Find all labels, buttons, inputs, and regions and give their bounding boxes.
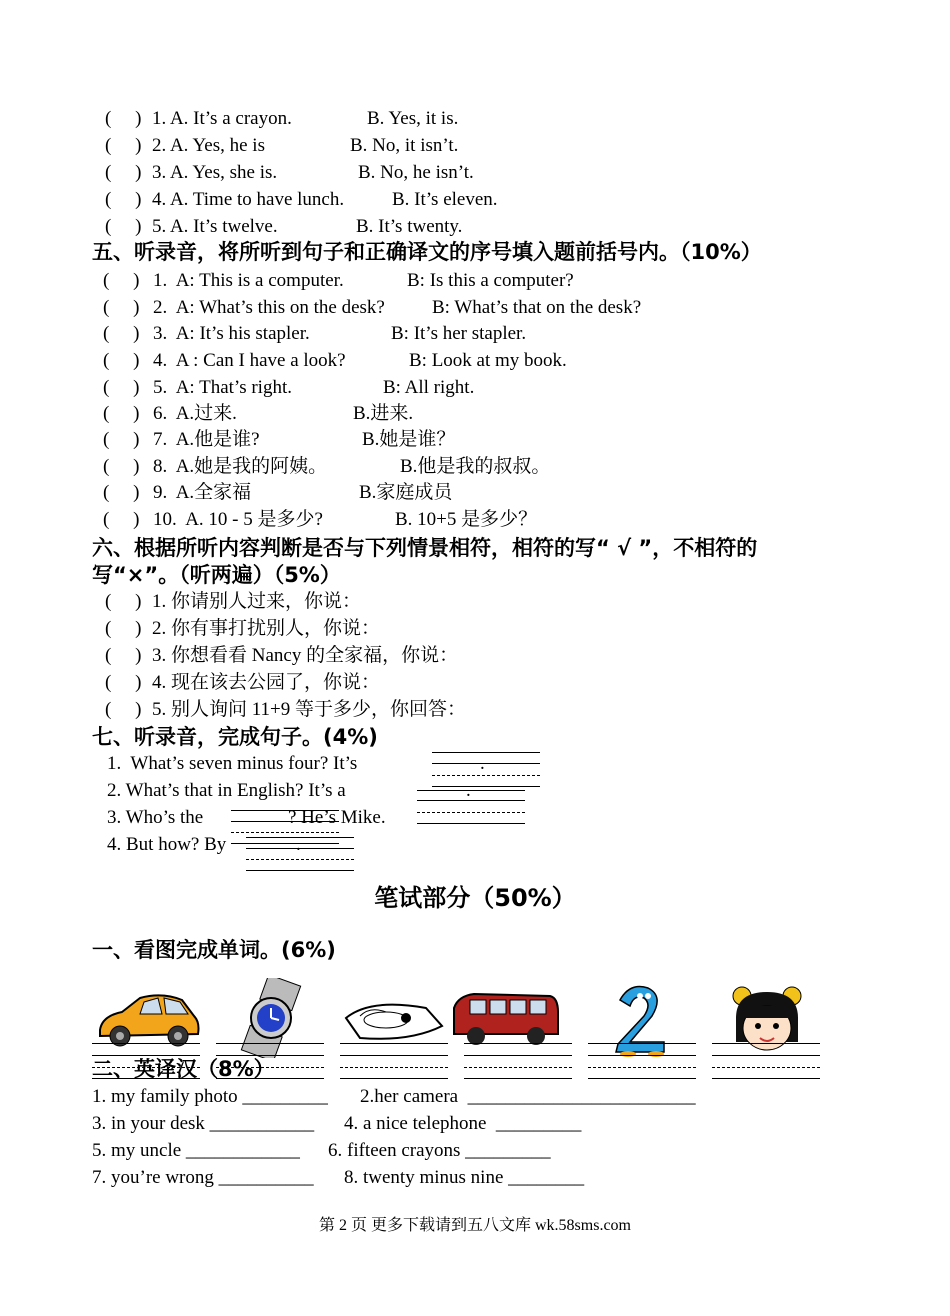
translate-item-2[interactable]: 2.her camera ________________________ xyxy=(360,1086,696,1107)
part4-option-a-3: 3. A. Yes, she is. xyxy=(152,162,278,183)
part7-sentence-4: 4. But how? By xyxy=(107,834,227,855)
part5-option-a-8: 8. A.她是我的阿姨。 xyxy=(153,456,328,477)
part4-option-a-4: 4. A. Time to have lunch. xyxy=(152,189,345,210)
part6-paren-4[interactable]: ( ) xyxy=(105,672,142,693)
part6-item-3: 3. 你想看看 Nancy 的全家福，你说： xyxy=(152,645,459,666)
translate-item-5[interactable]: 5. my uncle ____________ xyxy=(92,1140,300,1161)
part5-option-b-6: B.进来. xyxy=(353,403,414,424)
car-picture xyxy=(92,978,202,1058)
written1-title: 一、看图完成单词。(6%) xyxy=(92,938,336,962)
part5-option-b-3: B: It’s her stapler. xyxy=(391,323,527,344)
part5-option-b-2: B: What’s that on the desk? xyxy=(432,297,642,318)
part6-title-line2: 写“×”。（听两遍）（5%） xyxy=(92,563,341,587)
part4-option-a-1: 1. A. It’s a crayon. xyxy=(152,108,292,129)
part5-paren-9[interactable]: ( ) xyxy=(103,482,140,503)
part4-option-a-5: 5. A. It’s twelve. xyxy=(152,216,278,237)
part4-paren-5[interactable]: ( ) xyxy=(105,216,142,237)
part5-option-b-4: B: Look at my book. xyxy=(409,350,567,371)
part4-paren-4[interactable]: ( ) xyxy=(105,189,142,210)
part5-paren-7[interactable]: ( ) xyxy=(103,429,140,450)
part6-item-1: 1. 你请别人过来，你说： xyxy=(152,591,362,612)
part4-paren-3[interactable]: ( ) xyxy=(105,162,142,183)
page-footer: 第 2 页 更多下载请到五八文库 wk.58sms.com xyxy=(318,1217,631,1234)
part6-item-5: 5. 别人询问 11+9 等于多少，你回答： xyxy=(152,699,467,720)
translate-item-1[interactable]: 1. my family photo _________ xyxy=(92,1086,328,1107)
translate-item-4[interactable]: 4. a nice telephone _________ xyxy=(344,1113,582,1134)
part5-paren-6[interactable]: ( ) xyxy=(103,403,140,424)
part5-option-a-1: 1. A: This is a computer. xyxy=(153,270,344,291)
translate-item-7[interactable]: 7. you’re wrong __________ xyxy=(92,1167,314,1188)
part7-sentence-1: 1. What’s seven minus four? It’s xyxy=(107,753,358,774)
translate-item-6[interactable]: 6. fifteen crayons _________ xyxy=(328,1140,551,1161)
part4-paren-1[interactable]: ( ) xyxy=(105,108,142,129)
part6-item-4: 4. 现在该去公园了，你说： xyxy=(152,672,381,693)
part7-period-1: . xyxy=(480,753,485,774)
part4-option-b-1: B. Yes, it is. xyxy=(367,108,459,129)
part5-option-b-1: B: Is this a computer? xyxy=(407,270,574,291)
part7-period-4: . xyxy=(296,834,301,855)
part5-paren-3[interactable]: ( ) xyxy=(103,323,140,344)
part5-option-b-9: B.家庭成员 xyxy=(359,482,453,503)
part6-paren-3[interactable]: ( ) xyxy=(105,645,142,666)
translate-item-3[interactable]: 3. in your desk ___________ xyxy=(92,1113,315,1134)
part6-title-line1: 六、根据所听内容判断是否与下列情景相符，相符的写“ √ ”，不相符的 xyxy=(92,536,758,560)
part5-title: 五、听录音，将所听到句子和正确译文的序号填入题前括号内。（10%） xyxy=(92,240,762,264)
part6-paren-5[interactable]: ( ) xyxy=(105,699,142,720)
part5-option-a-3: 3. A: It’s his stapler. xyxy=(153,323,310,344)
part5-option-a-7: 7. A.他是谁? xyxy=(153,429,260,450)
part5-paren-8[interactable]: ( ) xyxy=(103,456,140,477)
part5-option-a-4: 4. A : Can I have a look? xyxy=(153,350,346,371)
part4-option-a-2: 2. A. Yes, he is xyxy=(152,135,265,156)
part5-option-a-9: 9. A.全家福 xyxy=(153,482,252,503)
part4-paren-2[interactable]: ( ) xyxy=(105,135,142,156)
watch-picture xyxy=(216,978,326,1058)
part5-paren-4[interactable]: ( ) xyxy=(103,350,140,371)
bus-picture xyxy=(450,978,560,1058)
part6-paren-1[interactable]: ( ) xyxy=(105,591,142,612)
part5-option-a-5: 5. A: That’s right. xyxy=(153,377,292,398)
part4-option-b-4: B. It’s eleven. xyxy=(392,189,498,210)
part6-paren-2[interactable]: ( ) xyxy=(105,618,142,639)
part5-paren-1[interactable]: ( ) xyxy=(103,270,140,291)
part7-title: 七、听录音，完成句子。(4%) xyxy=(92,725,378,749)
written2-title: 二、英译汉（8%） xyxy=(92,1057,275,1081)
part7-period-2: . xyxy=(466,780,471,801)
part4-option-b-3: B. No, he isn’t. xyxy=(358,162,474,183)
part5-paren-10[interactable]: ( ) xyxy=(103,509,140,530)
part6-item-2: 2. 你有事打扰别人，你说： xyxy=(152,618,381,639)
part5-option-b-10: B. 10+5 是多少？ xyxy=(395,509,538,530)
part4-option-b-2: B. No, it isn’t. xyxy=(350,135,459,156)
pencil-box-picture xyxy=(340,978,450,1058)
girl-picture xyxy=(712,978,822,1058)
part5-paren-5[interactable]: ( ) xyxy=(103,377,140,398)
number-two-picture xyxy=(590,978,700,1058)
written-part-title: 笔试部分（50%） xyxy=(374,884,576,912)
part7-sentence-3-start: 3. Who’s the xyxy=(107,807,204,828)
part5-option-a-10: 10. A. 10 - 5 是多少? xyxy=(153,509,323,530)
part4-option-b-5: B. It’s twenty. xyxy=(356,216,463,237)
part7-sentence-2: 2. What’s that in English? It’s a xyxy=(107,780,346,801)
part5-option-b-8: B.他是我的叔叔。 xyxy=(400,456,551,477)
part5-option-b-7: B.她是谁？ xyxy=(362,429,456,450)
part5-option-b-5: B: All right. xyxy=(383,377,475,398)
part5-option-a-6: 6. A.过来. xyxy=(153,403,237,424)
part7-sentence-3-end: ? He’s Mike. xyxy=(288,807,386,828)
part5-option-a-2: 2. A: What’s this on the desk? xyxy=(153,297,385,318)
translate-item-8[interactable]: 8. twenty minus nine ________ xyxy=(344,1167,585,1188)
part5-paren-2[interactable]: ( ) xyxy=(103,297,140,318)
